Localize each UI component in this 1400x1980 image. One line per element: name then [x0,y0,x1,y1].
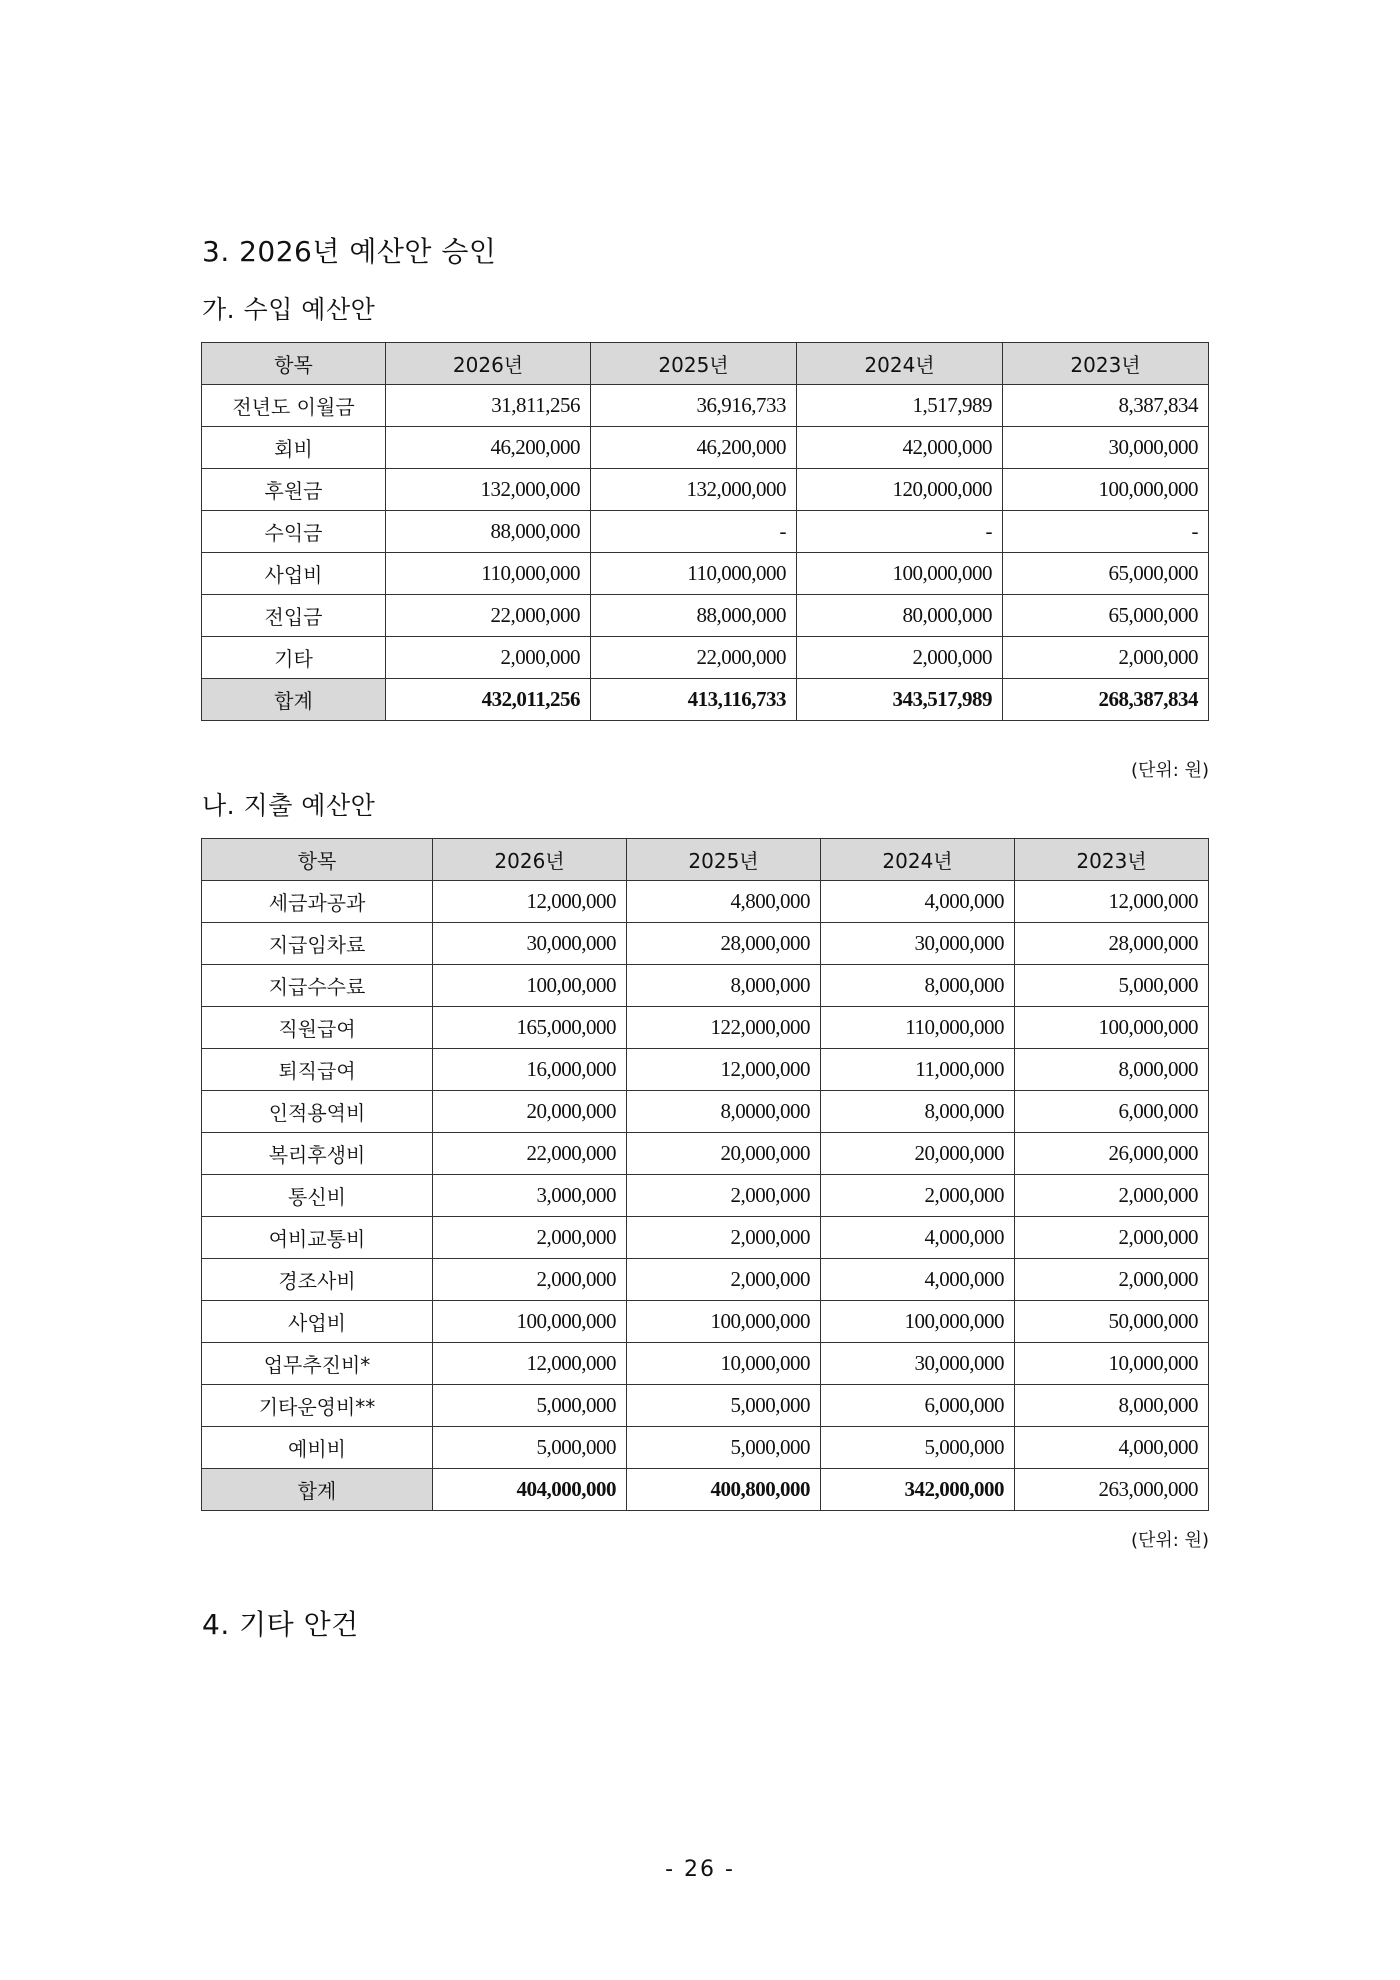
row-label-cell: 전입금 [202,595,386,637]
amount-cell: 120,000,000 [797,469,1003,511]
amount-cell: 5,000,000 [627,1385,821,1427]
amount-cell: 100,000,000 [797,553,1003,595]
row-label-cell: 여비교통비 [202,1217,433,1259]
total-amount-cell: 342,000,000 [821,1469,1015,1511]
amount-cell: 28,000,000 [627,923,821,965]
table-row [202,1217,1209,1259]
row-label-cell: 퇴직급여 [202,1049,433,1091]
expense-budget-heading: 나. 지출 예산안 [202,791,376,820]
amount-cell: 2,000,000 [627,1259,821,1301]
amount-cell: 122,000,000 [627,1007,821,1049]
total-row [202,1469,1209,1511]
table-row [202,1427,1209,1469]
row-label-cell: 복리후생비 [202,1133,433,1175]
row-label-cell: 통신비 [202,1175,433,1217]
amount-cell: 50,000,000 [1015,1301,1209,1343]
amount-cell: 165,000,000 [433,1007,627,1049]
amount-cell: 30,000,000 [1003,427,1209,469]
amount-cell: 100,000,000 [627,1301,821,1343]
amount-cell: 4,800,000 [627,881,821,923]
amount-cell: 88,000,000 [386,511,591,553]
table-row [202,1259,1209,1301]
income-budget-table [201,342,1209,721]
amount-cell: 12,000,000 [1015,881,1209,923]
table-row [202,1049,1209,1091]
amount-cell: 46,200,000 [591,427,797,469]
amount-cell: 30,000,000 [821,923,1015,965]
table-row [202,1175,1209,1217]
table-row [202,1007,1209,1049]
amount-cell: 132,000,000 [591,469,797,511]
amount-cell: 6,000,000 [821,1385,1015,1427]
amount-cell: 16,000,000 [433,1049,627,1091]
amount-cell: - [591,511,797,553]
row-label-cell: 직원급여 [202,1007,433,1049]
amount-cell: 2,000,000 [1015,1175,1209,1217]
amount-cell: 5,000,000 [627,1427,821,1469]
column-header: 2023년 [1003,343,1209,385]
income-budget-heading: 가. 수입 예산안 [202,295,376,324]
amount-cell: 2,000,000 [627,1175,821,1217]
amount-cell: 30,000,000 [821,1343,1015,1385]
amount-cell: 20,000,000 [627,1133,821,1175]
amount-cell: 22,000,000 [386,595,591,637]
section-3-heading: 3. 2026년 예산안 승인 [202,235,497,268]
amount-cell: 2,000,000 [1003,637,1209,679]
amount-cell: 30,000,000 [433,923,627,965]
amount-cell: 22,000,000 [591,637,797,679]
amount-cell: 26,000,000 [1015,1133,1209,1175]
amount-cell: 12,000,000 [433,1343,627,1385]
amount-cell: 10,000,000 [1015,1343,1209,1385]
total-amount-cell: 263,000,000 [1015,1469,1209,1511]
amount-cell: 110,000,000 [821,1007,1015,1049]
total-amount-cell: 404,000,000 [433,1469,627,1511]
table-row [202,1385,1209,1427]
total-amount-cell: 432,011,256 [386,679,591,721]
amount-cell: 100,00,000 [433,965,627,1007]
table-row [202,595,1209,637]
amount-cell: 8,000,000 [627,965,821,1007]
column-header: 2024년 [821,839,1015,881]
row-label-cell: 업무추진비* [202,1343,433,1385]
table-row [202,637,1209,679]
amount-cell: 11,000,000 [821,1049,1015,1091]
expense-budget-table [201,838,1209,1511]
row-label-cell: 예비비 [202,1427,433,1469]
column-header: 2023년 [1015,839,1209,881]
table-row [202,881,1209,923]
table-row [202,469,1209,511]
amount-cell: 2,000,000 [821,1175,1015,1217]
amount-cell: 20,000,000 [433,1091,627,1133]
column-header: 2026년 [386,343,591,385]
row-label-cell: 지급임차료 [202,923,433,965]
amount-cell: 110,000,000 [591,553,797,595]
amount-cell: 80,000,000 [797,595,1003,637]
row-label-cell: 기타 [202,637,386,679]
table-header-row [202,343,1209,385]
amount-cell: 8,000,000 [821,965,1015,1007]
amount-cell: 2,000,000 [433,1259,627,1301]
column-header: 항목 [202,839,433,881]
amount-cell: 2,000,000 [433,1217,627,1259]
amount-cell: 2,000,000 [627,1217,821,1259]
table-row [202,553,1209,595]
amount-cell: 1,517,989 [797,385,1003,427]
table-row [202,923,1209,965]
row-label-cell: 사업비 [202,553,386,595]
amount-cell: 12,000,000 [627,1049,821,1091]
row-label-cell: 전년도 이월금 [202,385,386,427]
row-label-cell: 사업비 [202,1301,433,1343]
amount-cell: 5,000,000 [433,1385,627,1427]
amount-cell: 28,000,000 [1015,923,1209,965]
table-row [202,965,1209,1007]
amount-cell: 100,000,000 [433,1301,627,1343]
amount-cell: 4,000,000 [821,1217,1015,1259]
amount-cell: 42,000,000 [797,427,1003,469]
section-4-heading: 4. 기타 안건 [202,1608,359,1641]
amount-cell: 4,000,000 [1015,1427,1209,1469]
amount-cell: 100,000,000 [1015,1007,1209,1049]
row-label-cell: 수익금 [202,511,386,553]
total-label-cell: 합계 [202,679,386,721]
amount-cell: 5,000,000 [1015,965,1209,1007]
total-label-cell: 합계 [202,1469,433,1511]
table-header-row [202,839,1209,881]
amount-cell: 100,000,000 [1003,469,1209,511]
expense-unit-note: (단위: 원) [1131,1530,1209,1551]
column-header: 2025년 [591,343,797,385]
amount-cell: 8,000,000 [1015,1049,1209,1091]
table-row [202,1301,1209,1343]
total-amount-cell: 400,800,000 [627,1469,821,1511]
table-row [202,511,1209,553]
amount-cell: 3,000,000 [433,1175,627,1217]
amount-cell: 6,000,000 [1015,1091,1209,1133]
table-row [202,1091,1209,1133]
amount-cell: 65,000,000 [1003,553,1209,595]
amount-cell: 5,000,000 [821,1427,1015,1469]
total-amount-cell: 413,116,733 [591,679,797,721]
column-header: 2024년 [797,343,1003,385]
table-row [202,385,1209,427]
income-unit-note: (단위: 원) [1131,760,1209,781]
amount-cell: 8,387,834 [1003,385,1209,427]
amount-cell: 88,000,000 [591,595,797,637]
amount-cell: 110,000,000 [386,553,591,595]
column-header: 2025년 [627,839,821,881]
amount-cell: 46,200,000 [386,427,591,469]
amount-cell: 5,000,000 [433,1427,627,1469]
amount-cell: 36,916,733 [591,385,797,427]
amount-cell: 2,000,000 [386,637,591,679]
amount-cell: 2,000,000 [1015,1217,1209,1259]
amount-cell: 132,000,000 [386,469,591,511]
amount-cell: 2,000,000 [1015,1259,1209,1301]
total-amount-cell: 343,517,989 [797,679,1003,721]
row-label-cell: 기타운영비** [202,1385,433,1427]
row-label-cell: 후원금 [202,469,386,511]
amount-cell: 2,000,000 [797,637,1003,679]
amount-cell: 31,811,256 [386,385,591,427]
table-row [202,427,1209,469]
amount-cell: 65,000,000 [1003,595,1209,637]
amount-cell: 4,000,000 [821,881,1015,923]
row-label-cell: 인적용역비 [202,1091,433,1133]
amount-cell: 8,0000,000 [627,1091,821,1133]
row-label-cell: 세금과공과 [202,881,433,923]
total-row [202,679,1209,721]
amount-cell: 100,000,000 [821,1301,1015,1343]
amount-cell: 12,000,000 [433,881,627,923]
table-row [202,1343,1209,1385]
amount-cell: - [797,511,1003,553]
amount-cell: 8,000,000 [821,1091,1015,1133]
column-header: 항목 [202,343,386,385]
amount-cell: 20,000,000 [821,1133,1015,1175]
column-header: 2026년 [433,839,627,881]
amount-cell: 8,000,000 [1015,1385,1209,1427]
row-label-cell: 경조사비 [202,1259,433,1301]
page-number: - 26 - [665,1857,735,1882]
row-label-cell: 지급수수료 [202,965,433,1007]
amount-cell: 4,000,000 [821,1259,1015,1301]
total-amount-cell: 268,387,834 [1003,679,1209,721]
amount-cell: 10,000,000 [627,1343,821,1385]
table-row [202,1133,1209,1175]
amount-cell: - [1003,511,1209,553]
row-label-cell: 회비 [202,427,386,469]
amount-cell: 22,000,000 [433,1133,627,1175]
